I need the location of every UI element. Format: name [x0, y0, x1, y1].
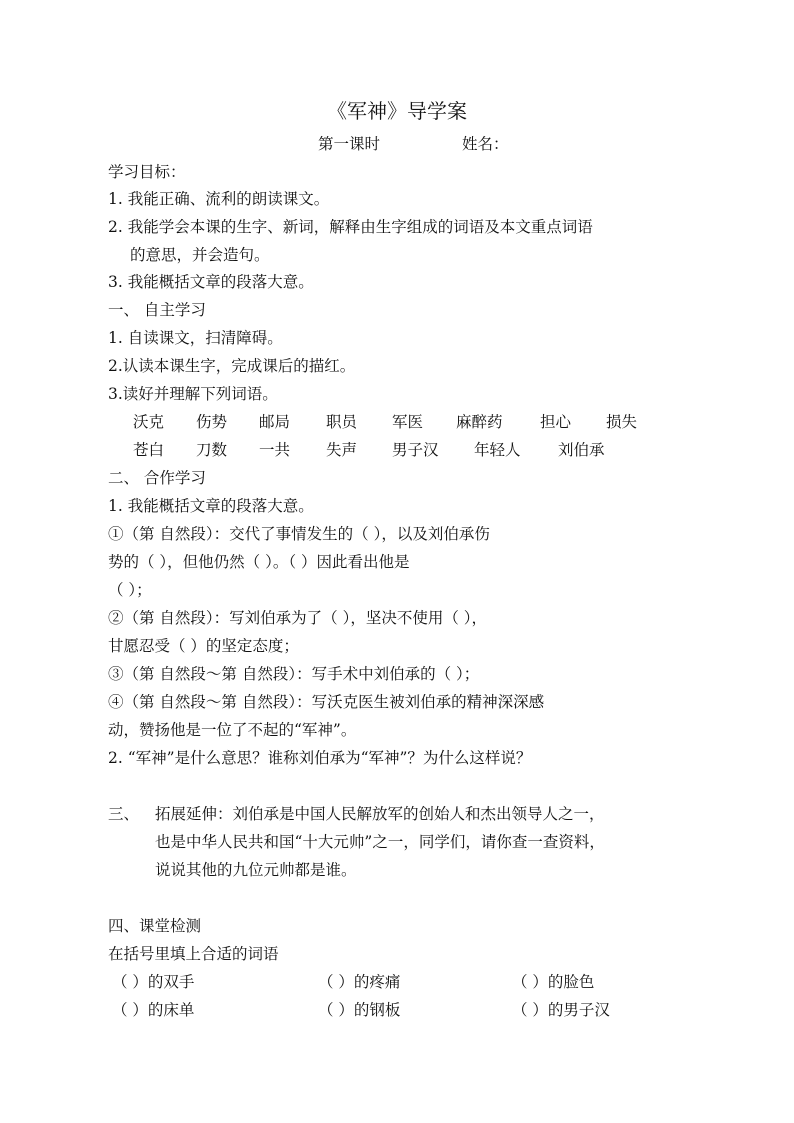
goal-item: 3. 我能概括文章的段落大意。 — [108, 273, 314, 291]
name-label: 姓名： — [462, 135, 509, 153]
section1-item: 2.认读本课生字，完成课后的描红。 — [108, 357, 356, 375]
vocab-word: 担心 — [540, 413, 572, 431]
paragraph-summary-line: ①（第 自然段）：交代了事情发生的（ ），以及刘伯承伤 — [108, 525, 490, 543]
vocab-word: 刘伯承 — [558, 441, 605, 459]
goal-item: 1. 我能正确、流利的朗读课文。 — [108, 190, 330, 208]
section4-heading: 四、课堂检测 — [108, 917, 202, 935]
paragraph-summary-line: ③（第 自然段～第 自然段）：写手术中刘伯承的（ ）； — [108, 665, 480, 683]
section2-question: 2. “军神”是什么意思？谁称刘伯承为“军神”？为什么这样说？ — [108, 749, 532, 767]
paragraph-summary-line: ④（第 自然段～第 自然段）：写沃克医生被刘伯承的精神深深感 — [108, 693, 545, 711]
fill-blank: （ ）的疼痛 — [318, 973, 401, 991]
goal-item-continuation: 的意思，并会造句。 — [130, 246, 270, 264]
section1-heading: 一、 自主学习 — [108, 301, 206, 319]
fill-blank: （ ）的床单 — [112, 1001, 195, 1019]
vocab-word: 苍白 — [133, 441, 165, 459]
paragraph-summary-line: 势的（ ），但他仍然（ ）。（ ）因此看出他是 — [108, 553, 410, 571]
extension-text: 也是中华人民共和国“十大元帅”之一，同学们，请你查一查资料， — [155, 833, 605, 851]
vocab-word: 军医 — [392, 413, 424, 431]
section4-instruction: 在括号里填上合适的词语 — [108, 945, 279, 963]
goals-heading: 学习目标： — [108, 163, 186, 181]
extension-text: 说说其他的九位元帅都是谁。 — [155, 861, 357, 879]
paragraph-summary-line: 甘愿忍受（ ）的坚定态度； — [108, 637, 299, 655]
vocab-word: 伤势 — [196, 413, 228, 431]
vocab-word: 邮局 — [259, 413, 291, 431]
section1-item: 3.读好并理解下列词语。 — [108, 385, 278, 403]
paragraph-summary-line: 动，赞扬他是一位了不起的“军神”。 — [108, 721, 357, 739]
section2-question: 1. 我能概括文章的段落大意。 — [108, 497, 314, 515]
vocab-word: 年轻人 — [474, 441, 521, 459]
vocab-word: 一共 — [259, 441, 291, 459]
fill-blank: （ ）的脸色 — [512, 973, 595, 991]
fill-blank: （ ）的钢板 — [318, 1001, 401, 1019]
vocab-word: 失声 — [326, 441, 358, 459]
section3-heading: 三、 — [108, 805, 140, 823]
fill-blank: （ ）的男子汉 — [512, 1001, 610, 1019]
vocab-word: 职员 — [326, 413, 358, 431]
lesson-label: 第一课时 — [318, 135, 381, 153]
paragraph-summary-line: （ ）； — [108, 581, 152, 599]
vocab-word: 刀数 — [196, 441, 228, 459]
section1-item: 1. 自读课文，扫清障碍。 — [108, 329, 283, 347]
vocab-word: 麻醉药 — [456, 413, 503, 431]
extension-text: 拓展延伸：刘伯承是中国人民解放军的创始人和杰出领导人之一， — [155, 805, 605, 823]
vocab-word: 沃克 — [133, 413, 165, 431]
vocab-word: 男子汉 — [392, 441, 439, 459]
vocab-word: 损失 — [606, 413, 638, 431]
paragraph-summary-line: ②（第 自然段）：写刘伯承为了（ ），坚决不使用（ ）， — [108, 609, 488, 627]
page-title: 《军神》导学案 — [327, 99, 467, 123]
fill-blank: （ ）的双手 — [112, 973, 195, 991]
section2-heading: 二、 合作学习 — [108, 469, 206, 487]
goal-item: 2. 我能学会本课的生字、新词，解释由生字组成的词语及本文重点词语 — [108, 218, 593, 236]
